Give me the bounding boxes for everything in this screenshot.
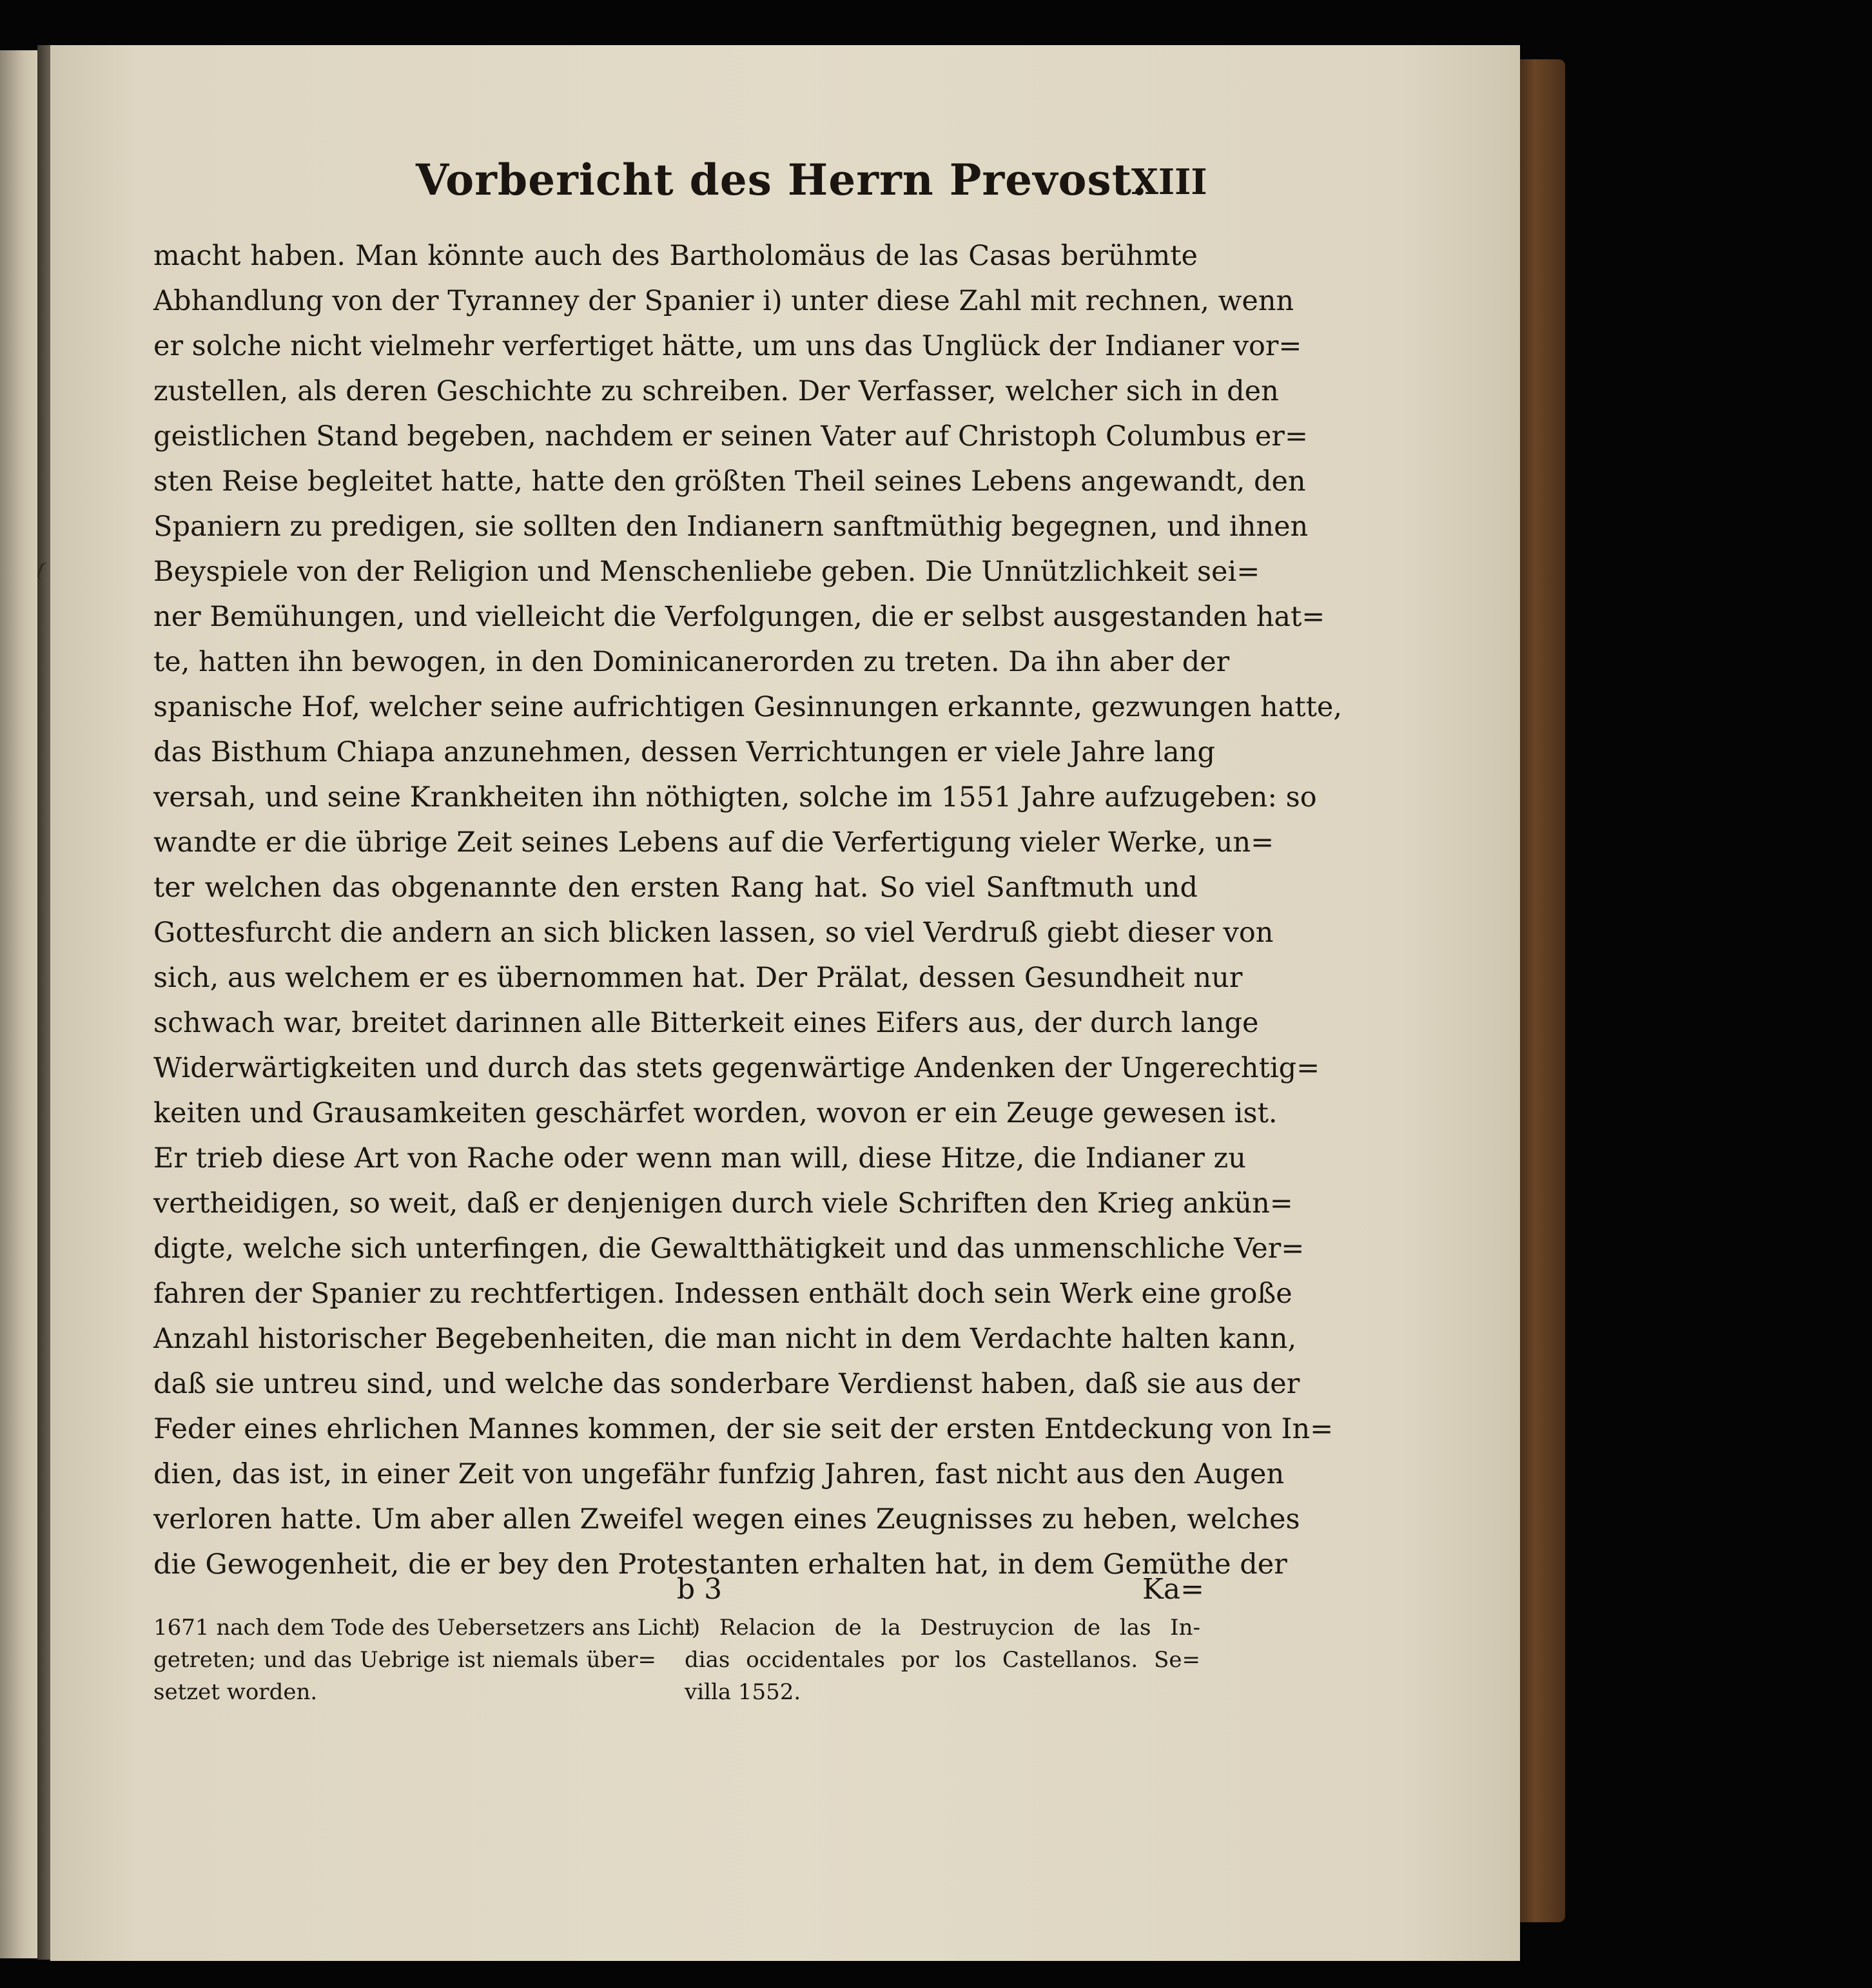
text-line: zustellen, als deren Geschichte zu schreiben. Der Verfasser, welcher sich in den — [153, 375, 1279, 407]
text-line: Er trieb diese Art von Rache oder wenn man will, diese Hitze, die Indianer zu — [153, 1142, 1246, 1174]
footnote-line: 1671 nach dem Tode des Uebersetzers ans Licht — [153, 1615, 694, 1641]
footnote-line: setzet worden. — [153, 1679, 318, 1705]
text-line: daß sie untreu sind, und welche das sonderbare Verdienst haben, daß sie aus der — [153, 1368, 1300, 1400]
text-line: verloren hatte. Um aber allen Zweifel wegen eines Zeugnisses zu heben, welches — [153, 1503, 1300, 1535]
page-number: XIII — [1131, 161, 1207, 202]
text-line: te, hatten ihn bewogen, in den Dominicanerorden zu treten. Da ihn aber der — [153, 646, 1230, 678]
text-line: Beyspiele von der Religion und Menschenliebe geben. Die Unnützlichkeit sei= — [153, 556, 1260, 588]
footnote-left — [153, 1612, 694, 1708]
text-line: keiten und Grausamkeiten geschärfet worden, wovon er ein Zeuge gewesen ist. — [153, 1097, 1278, 1129]
text-line: schwach war, breitet darinnen alle Bitterkeit eines Eifers aus, der durch lange — [153, 1007, 1259, 1039]
text-line: die Gewogenheit, die er bey den Protestanten erhalten hat, in dem Gemüthe der — [153, 1548, 1287, 1581]
facing-page-edge — [0, 50, 39, 1958]
text-line: spanische Hof, welcher seine aufrichtigen Gesinnungen erkannte, gezwungen hatte, — [153, 691, 1343, 723]
text-line: sich, aus welchem er es übernommen hat. Der Prälat, dessen Gesundheit nur — [153, 962, 1243, 994]
text-line: Anzahl historischer Begebenheiten, die man nicht in dem Verdachte halten kann, — [153, 1323, 1297, 1355]
text-line: Feder eines ehrlichen Mannes kommen, der sie seit der ersten Entdeckung von In= — [153, 1413, 1334, 1445]
body-text — [153, 233, 1343, 1587]
text-line: dien, das ist, in einer Zeit von ungefähr funfzig Jahren, fast nicht aus den Augen — [153, 1458, 1285, 1490]
footnote-line: villa 1552. — [685, 1679, 801, 1705]
footnote-line: dias occidentales por los Castellanos. Se= — [685, 1647, 1200, 1673]
footnote-line: getreten; und das Uebrige ist niemals über= — [153, 1647, 656, 1673]
text-line: Abhandlung von der Tyranney der Spanier i) unter diese Zahl mit rechnen, wenn — [153, 285, 1294, 317]
text-line: macht haben. Man könnte auch des Bartholomäus de las Casas berühmte — [153, 240, 1198, 272]
text-line: ter welchen das obgenannte den ersten Rang hat. So viel Sanftmuth und — [153, 872, 1198, 904]
text-line: sten Reise begleitet hatte, hatte den größten Theil seines Lebens angewandt, den — [153, 465, 1306, 498]
running-header: Vorbericht des Herrn Prevost. — [416, 155, 1148, 205]
text-line: Gottesfurcht die andern an sich blicken lassen, so viel Verdruß giebt dieser von — [153, 917, 1274, 949]
book-cover-edge — [1515, 59, 1565, 1922]
text-line: das Bisthum Chiapa anzunehmen, dessen Verrichtungen er viele Jahre lang — [153, 736, 1215, 768]
text-line: digte, welche sich unterfingen, die Gewaltthätigkeit und das unmenschliche Ver= — [153, 1233, 1305, 1265]
text-line: vertheidigen, so weit, daß er denjenigen durch viele Schriften den Krieg ankün= — [153, 1187, 1293, 1220]
catchword: Ka= — [1142, 1573, 1204, 1606]
text-line: Spaniern zu predigen, sie sollten den Indianern sanftmüthig begegnen, und ihnen — [153, 511, 1309, 543]
text-line: geistlichen Stand begeben, nachdem er seinen Vater auf Christoph Columbus er= — [153, 420, 1308, 453]
text-line: versah, und seine Krankheiten ihn nöthigten, solche im 1551 Jahre aufzugeben: so — [153, 781, 1317, 814]
text-line: er solche nicht vielmehr verfertiget hätte, um uns das Unglück der Indianer vor= — [153, 330, 1302, 362]
book-gutter — [37, 45, 52, 1960]
text-line: wandte er die übrige Zeit seines Lebens auf die Verfertigung vieler Werke, un= — [153, 826, 1274, 859]
text-line: ner Bemühungen, und vielleicht die Verfolgungen, die er selbst ausgestanden hat= — [153, 601, 1325, 633]
signature-mark: b 3 — [677, 1573, 723, 1606]
text-line: Widerwärtigkeiten und durch das stets gegenwärtige Andenken der Ungerechtig= — [153, 1052, 1320, 1084]
footnote-line: i) Relacion de la Destruycion de las In- — [685, 1615, 1200, 1641]
text-line: fahren der Spanier zu rechtfertigen. Indessen enthält doch sein Werk eine große — [153, 1278, 1292, 1310]
footnote-right — [685, 1612, 1200, 1708]
